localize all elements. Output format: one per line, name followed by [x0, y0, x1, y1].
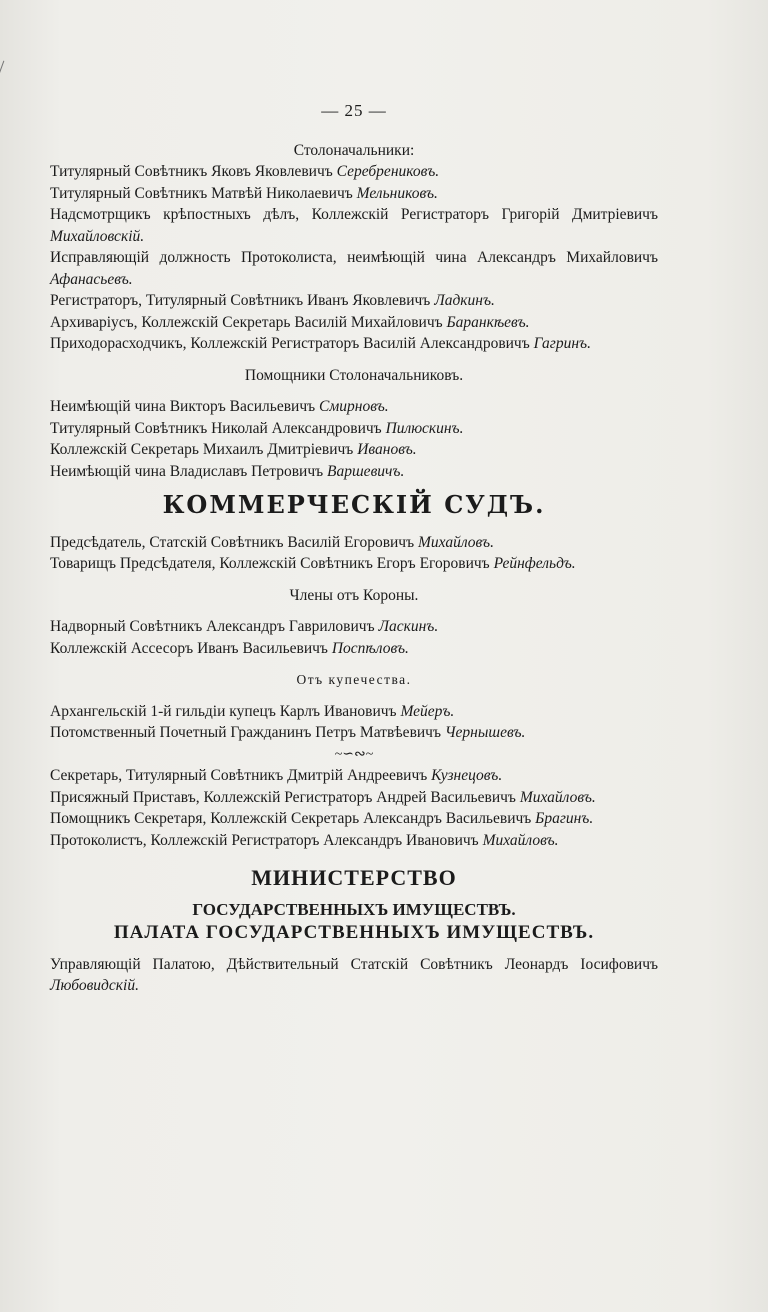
ornament-separator: ~∽∾~: [334, 746, 374, 762]
crown-heading: Члены отъ Короны.: [289, 586, 419, 604]
entry: Управляющій Палатою, Дѣйствительный Статскій Совѣтникъ Леонардъ Іосифовичъ Любовидскій.: [50, 955, 658, 994]
entry: Титулярный Совѣтникъ Матвѣй Николаевичъ Мельниковъ.: [50, 184, 438, 202]
ministry-title: МИНИСТЕРСТВО: [251, 865, 457, 890]
entry: Исправляющій должность Протоколиста, неимѣющій чина Александръ Михайловичъ Афанасьевъ.: [50, 249, 658, 288]
entry-list: [50, 701, 658, 744]
entry: Регистраторъ, Титулярный Совѣтникъ Иванъ Яковлевичъ Ладкинъ.: [50, 292, 495, 309]
entry-list: [50, 765, 658, 851]
page-text: [50, 100, 658, 997]
entry: Предсѣдатель, Статскій Совѣтникъ Василій Егоровичъ Михайловъ.: [50, 533, 494, 551]
chamber-title: ПАЛАТА ГОСУДАРСТВЕННЫХЪ ИМУЩЕСТВЪ.: [113, 922, 595, 943]
section-heading: Столоначальники:: [293, 141, 415, 159]
entry: Коллежскій Ассесоръ Иванъ Васильевичъ Поспѣловъ.: [50, 639, 409, 657]
entry: Надсмотрщикъ крѣпостныхъ дѣлъ, Коллежскій Регистраторъ Григорій Дмитріевичъ Михайловскій.: [50, 206, 658, 245]
margin-mark: [0, 61, 14, 82]
entry-list: [50, 616, 658, 659]
ministry-subtitle: ГОСУДАРСТВЕННЫХЪ ИМУЩЕСТВЪ.: [192, 899, 516, 919]
entry: Товарищъ Предсѣдателя, Коллежскій Совѣтникъ Егоръ Егоровичъ Рейнфельдъ.: [50, 555, 576, 572]
entry: Потомственный Почетный Гражданинъ Петръ Матвѣевичъ Чернышевъ.: [50, 724, 526, 741]
page-number: — 25 —: [321, 101, 387, 120]
entry: Присяжный Приставъ, Коллежскій Регистраторъ Андрей Васильевичъ Михайловъ.: [50, 788, 596, 806]
section-heading: Помощники Столоначальниковъ.: [244, 366, 464, 384]
entry: Приходорасходчикъ, Коллежскій Регистраторъ Василій Александровичъ Гагринъ.: [50, 335, 591, 352]
entry-list: [50, 396, 658, 482]
court-title: КОММЕРЧЕСКІЙ СУДЪ.: [162, 490, 546, 519]
entry: Секретарь, Титулярный Совѣтникъ Дмитрій Андреевичъ Кузнецовъ.: [50, 767, 503, 784]
merchant-heading: Отъ купечества.: [296, 672, 412, 687]
entry: Протоколистъ, Коллежскій Регистраторъ Александръ Ивановичъ Михайловъ.: [50, 831, 559, 849]
entry: Помощникъ Секретаря, Коллежскій Секретарь Александръ Васильевичъ Брагинъ.: [50, 810, 594, 827]
entry: Неимѣющій чина Владиславъ Петровичъ Варшевичъ.: [50, 462, 405, 480]
entry: Титулярный Совѣтникъ Николай Александровичъ Пилюскинъ.: [50, 419, 464, 437]
entry: Коллежскій Секретарь Михаилъ Дмитріевичъ Ивановъ.: [50, 441, 417, 458]
entry: Архиваріусъ, Коллежскій Секретарь Василій Михайловичъ Баранкѣевъ.: [50, 313, 530, 331]
entry: Неимѣющій чина Викторъ Васильевичъ Смирновъ.: [50, 398, 389, 415]
entry-list: [50, 161, 658, 355]
entry: Архангельскій 1-й гильдіи купецъ Карлъ Ивановичъ Мейеръ.: [50, 702, 455, 720]
entry: Надворный Совѣтникъ Александръ Гавриловичъ Ласкинъ.: [50, 618, 439, 635]
entry: Титулярный Совѣтникъ Яковъ Яковлевичъ Серебрениковъ.: [50, 163, 440, 180]
